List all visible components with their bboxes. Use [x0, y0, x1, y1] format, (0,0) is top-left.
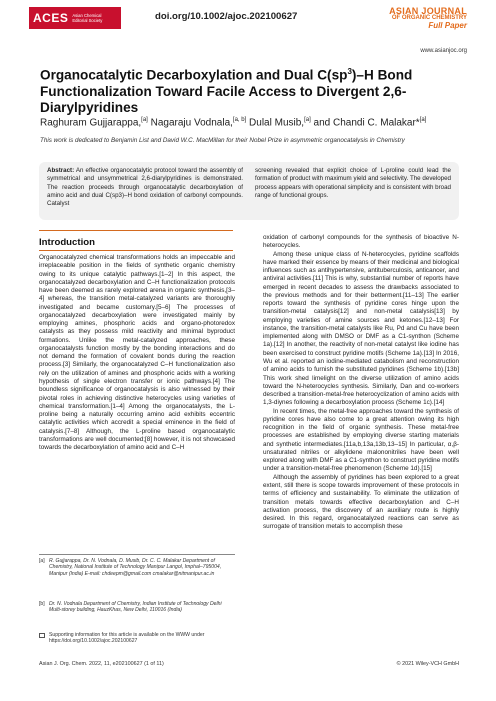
title-part-2: )–H Bond Functionalization Toward Facile Access to Divergent 2,6-Diarylpyridines	[40, 67, 413, 115]
paragraph: In recent times, the metal-free approaches toward the synthesis of pyridine cores have also come to a great attention owing its high recognition in the field of organic synthesis. These metal-free processes are established by employing diverse starting materials and synthetic intermediates.[11a,b,13a,13b,13–15] In particular, α,β-unsaturated nitriles or alkylidene malononitriles have been well explored along with DMF as a C1-synthon to construct pyridine motifs under a transition-metal-free phenomenon (Scheme 1d).[15]	[263, 407, 459, 473]
affiliation-tag: [b]	[39, 601, 45, 607]
author-affil: [a]	[419, 117, 427, 123]
logo-subtext: Asian Chemical Editorial Society	[72, 13, 103, 23]
journal-name-line1: ASIAN JOURNAL	[389, 6, 467, 16]
paragraph: Among these unique class of N-heterocycles, pyridine scaffolds have marked their essence by means of their medicinal and biological influences such as antihypertensive, antituberculosis, anticancer, and antiviral activities.[11] This is why, substantial number of reports have emerged in recent decades to assess the drawbacks associated to the previous methods and for their betterment.[11–13] The earlier reports toward the synthesis of pyridine cores hinge upon the transition-metal catalysis[12] and non-metal catalysis[13] by employing varieties of amine sources and ketones.[12–13] For instance, the transition-metal catalysts like Ru, Pd and Cu have been implemented along with DMSO or DMF as a C1-synthon (Scheme 1a).[12] In another, the reactivity of non-metal catalyst like iodine has been exercised to construct pyridine motifs (Scheme 1a).[13] In 2016, Wu et al. reported an iodine-mediated catabolism and reconstruction of amino acids to furnish the substituted pyridines (Scheme 1b).[13b] This work shed limelight on the diverse utilization of amino acids toward the N-heterocycles synthesis. Similarly, Dan and co-workers described a transition-metal-free heterocyclization of amino acids with 1,3-diynes following a decarboxylation process (Scheme 1c).[14]	[263, 250, 459, 407]
author-list	[40, 117, 426, 128]
abstract-box	[39, 162, 459, 220]
supporting-info-note	[39, 632, 235, 645]
logo-text: ACES	[33, 11, 69, 25]
doi-link[interactable]: doi.org/10.1002/ajoc.202100627	[155, 11, 298, 22]
affiliation-text: R. Gujjarappa, Dr. N. Vodnala, D. Musib, Dr. C. C. Malakar Department of Chemistry, National Institute of Technology Manipur Langol, Imphal–795004, Manipur (India) E-mail: chdeepm@gmail.com cmalakar@nitmanipur.ac.in	[49, 558, 222, 577]
copyright: © 2021 Wiley-VCH GmbH	[396, 661, 459, 667]
intro-right-column	[263, 234, 459, 532]
author-affil: [a, b]	[232, 117, 247, 123]
paragraph: Although the assembly of pyridines has been explored to a great extent, still there is scope towards improvement of these protocols in terms of efficiency and sustainability. To eliminate the utilization of transition metals towards effective decarboxylation and C–H activation process, the discovery of an auxiliary route is highly desired. In this regard, organocatalyzed reactions can serve as surrogate of transition metals to accomplish these	[263, 473, 459, 531]
author-affil: [a]	[304, 117, 311, 123]
abstract-text-left: An effective organocatalytic protocol toward the assembly of symmetrical and unsymmetrical 2,6-diarylpyridines is demonstrated. The reaction proceeds through organocatalytic decarboxylation of amino acid and dual C(sp3)–H bond oxidation of carbonyl compounds. Catalyst	[47, 167, 243, 208]
journal-brand	[389, 6, 467, 30]
author-name: and Chandi C. Malakar*	[313, 117, 420, 129]
section-rule-top	[39, 230, 233, 231]
article-type: Full Paper	[428, 21, 467, 30]
paragraph: oxidation of carbonyl compounds for the synthesis of bioactive N-heterocycles.	[263, 234, 459, 250]
affiliation-a	[39, 558, 235, 577]
page-header	[0, 0, 496, 52]
abstract-left-column	[47, 167, 243, 208]
affiliation-b	[39, 601, 235, 614]
section-heading-introduction: Introduction	[39, 237, 95, 248]
journal-website[interactable]: www.asianjoc.org	[420, 48, 467, 54]
abstract-right-column: screening revealed that explicit choice of L-proline could lead the formation of product with maximum yield and selectivity. The developed process appears with operational simplicity and is consistent with broad range of functional groups.	[255, 167, 451, 199]
author-name: Dulal Musib,	[249, 117, 305, 129]
author-affil: [a]	[141, 117, 148, 123]
affiliation-text: Dr. N. Vodnala Department of Chemistry, Indian Institute of Technology Delhi Multi-storey building, HauzKhas, New Delhi, 110016 (India)	[49, 601, 222, 614]
title-part-1: Organocatalytic Decarboxylation and Dual C(sp	[40, 67, 348, 83]
abstract-label: Abstract:	[47, 167, 75, 174]
section-rule-bottom	[39, 250, 233, 251]
author-name: Raghuram Gujjarappa,	[40, 117, 142, 129]
supporting-info-icon	[39, 633, 45, 638]
title-sup: 3	[347, 67, 352, 76]
journal-name-line2: OF ORGANIC CHEMISTRY	[391, 15, 467, 21]
paragraph: Organocatalyzed chemical transformations holds an impeccable and irreplaceable position in the fields of synthetic organic chemistry owing to its unique catalytic pathways.[1–2] In this aspect, the organocatalyzed decarboxylation and C–H functionalization protocols have been deemed as rarely explored arena in organic synthesis,[3–4] whereas, the transition metal-catalyzed variants are thoroughly investigated and became customary.[5–6] The processes of organocatalyzed decarboxylation were investigated mainly by employing amines, phosphoric acids and organo-photoredox catalysts as they possess mild reactivity and minimal byproduct formations. Unlike the metal-catalyzed approaches, these organocatalysts function mostly by the bonding interactions and do not demand the formation of covalent bonds during the reaction process.[3] Similarly, the organocatalyzed C–H functionalization also rely on the utilization of amines and phosphoric acids with a working hypothesis of single electron transfer or ionic pathways.[4] The boundless significance of organocatalysis is also witnessed by their pivotal roles in achieving distinctive heterocycles using varieties of chemical transformation.[1–4] Among the organocatalysts, the L-proline being a naturally occurring amino acid exhibits eccentric catalytic activities which accredit a special eminence in the field of catalysis.[7–8] Although, the L-proline based organocatalytic transformations are well documented;[8] however, it is not showcased towards the decarboxylation of amino acid and C–H	[39, 254, 235, 452]
supporting-info-text[interactable]: Supporting information for this article is available on the WWW under https://doi.org/10.1002/ajoc.202100627	[49, 632, 205, 645]
article-title	[40, 64, 470, 116]
citation-footer: Asian J. Org. Chem. 2022, 11, e202100627 (1 of 11)	[39, 661, 164, 667]
aces-logo	[29, 7, 121, 29]
dedication: This work is dedicated to Benjamin List and David W.C. MacMillan for their Nobel Prize in asymmetric organocatalysis in Chemistry	[40, 137, 405, 144]
author-name: Nagaraju Vodnala,	[150, 117, 233, 129]
intro-left-column	[39, 254, 235, 452]
affiliation-divider	[39, 554, 235, 555]
affiliation-tag: [a]	[39, 558, 45, 564]
